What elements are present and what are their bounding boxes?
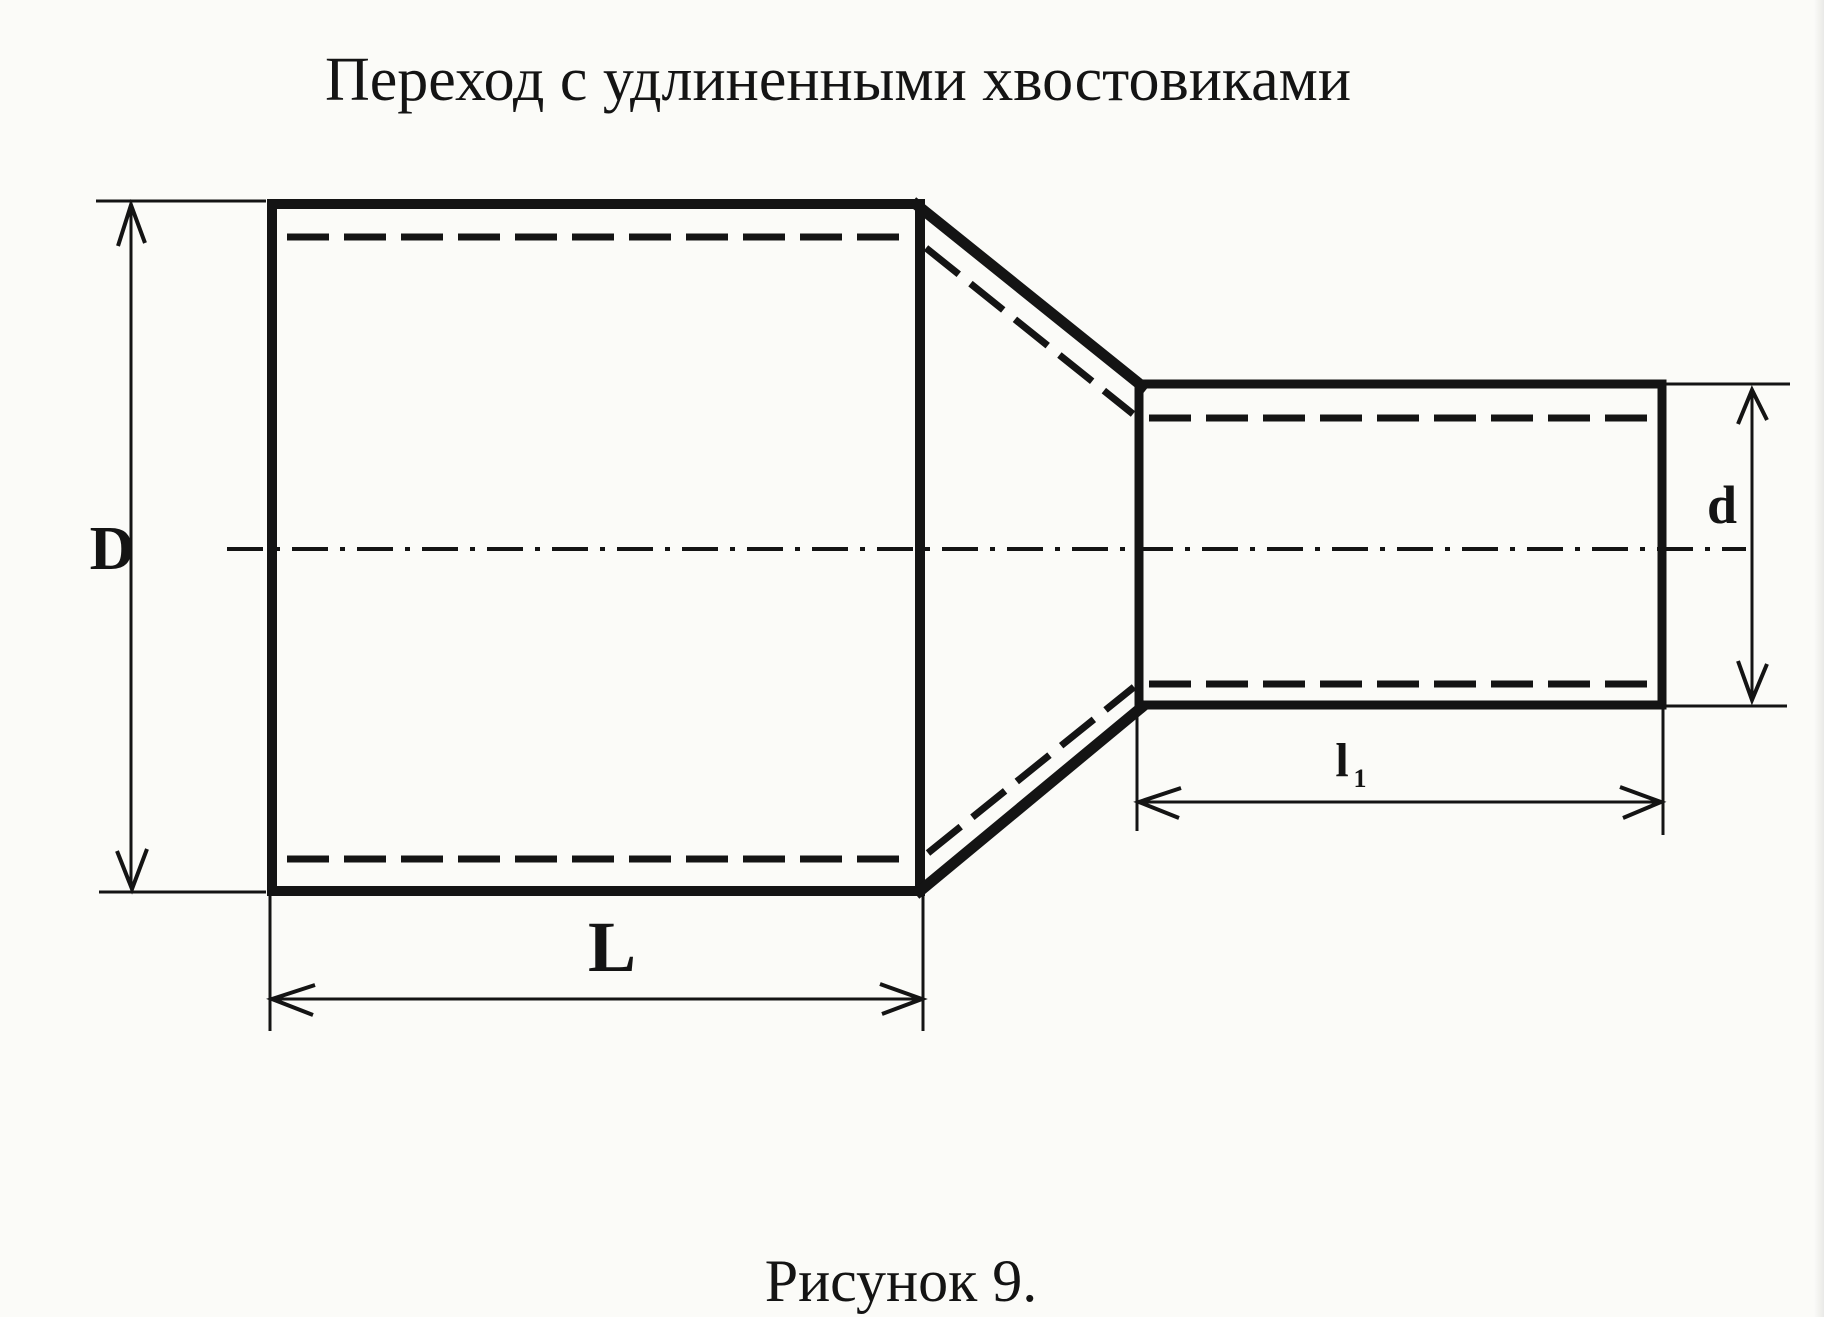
dim-l1-label-subscript: 1 bbox=[1353, 764, 1367, 793]
cone-inner-bottom-dashed bbox=[928, 687, 1134, 853]
figure-caption: Рисунок 9. bbox=[764, 1248, 1038, 1314]
figure-title: Переход с удлиненными хвостовиками bbox=[324, 46, 1352, 114]
cone-inner-top-dashed bbox=[926, 248, 1133, 414]
dimension-d bbox=[1666, 384, 1790, 706]
cone-top-edge bbox=[917, 205, 1142, 386]
dim-D-label: D bbox=[89, 515, 135, 583]
dimension-l1 bbox=[1137, 709, 1663, 835]
small-pipe-outline bbox=[1139, 384, 1662, 705]
dim-l1-label: l bbox=[1335, 734, 1349, 787]
dim-d-label: d bbox=[1706, 475, 1738, 535]
dim-L-label: L bbox=[587, 907, 637, 987]
cone-bottom-edge bbox=[920, 707, 1142, 891]
scan-edge-artifact bbox=[1814, 0, 1824, 1317]
